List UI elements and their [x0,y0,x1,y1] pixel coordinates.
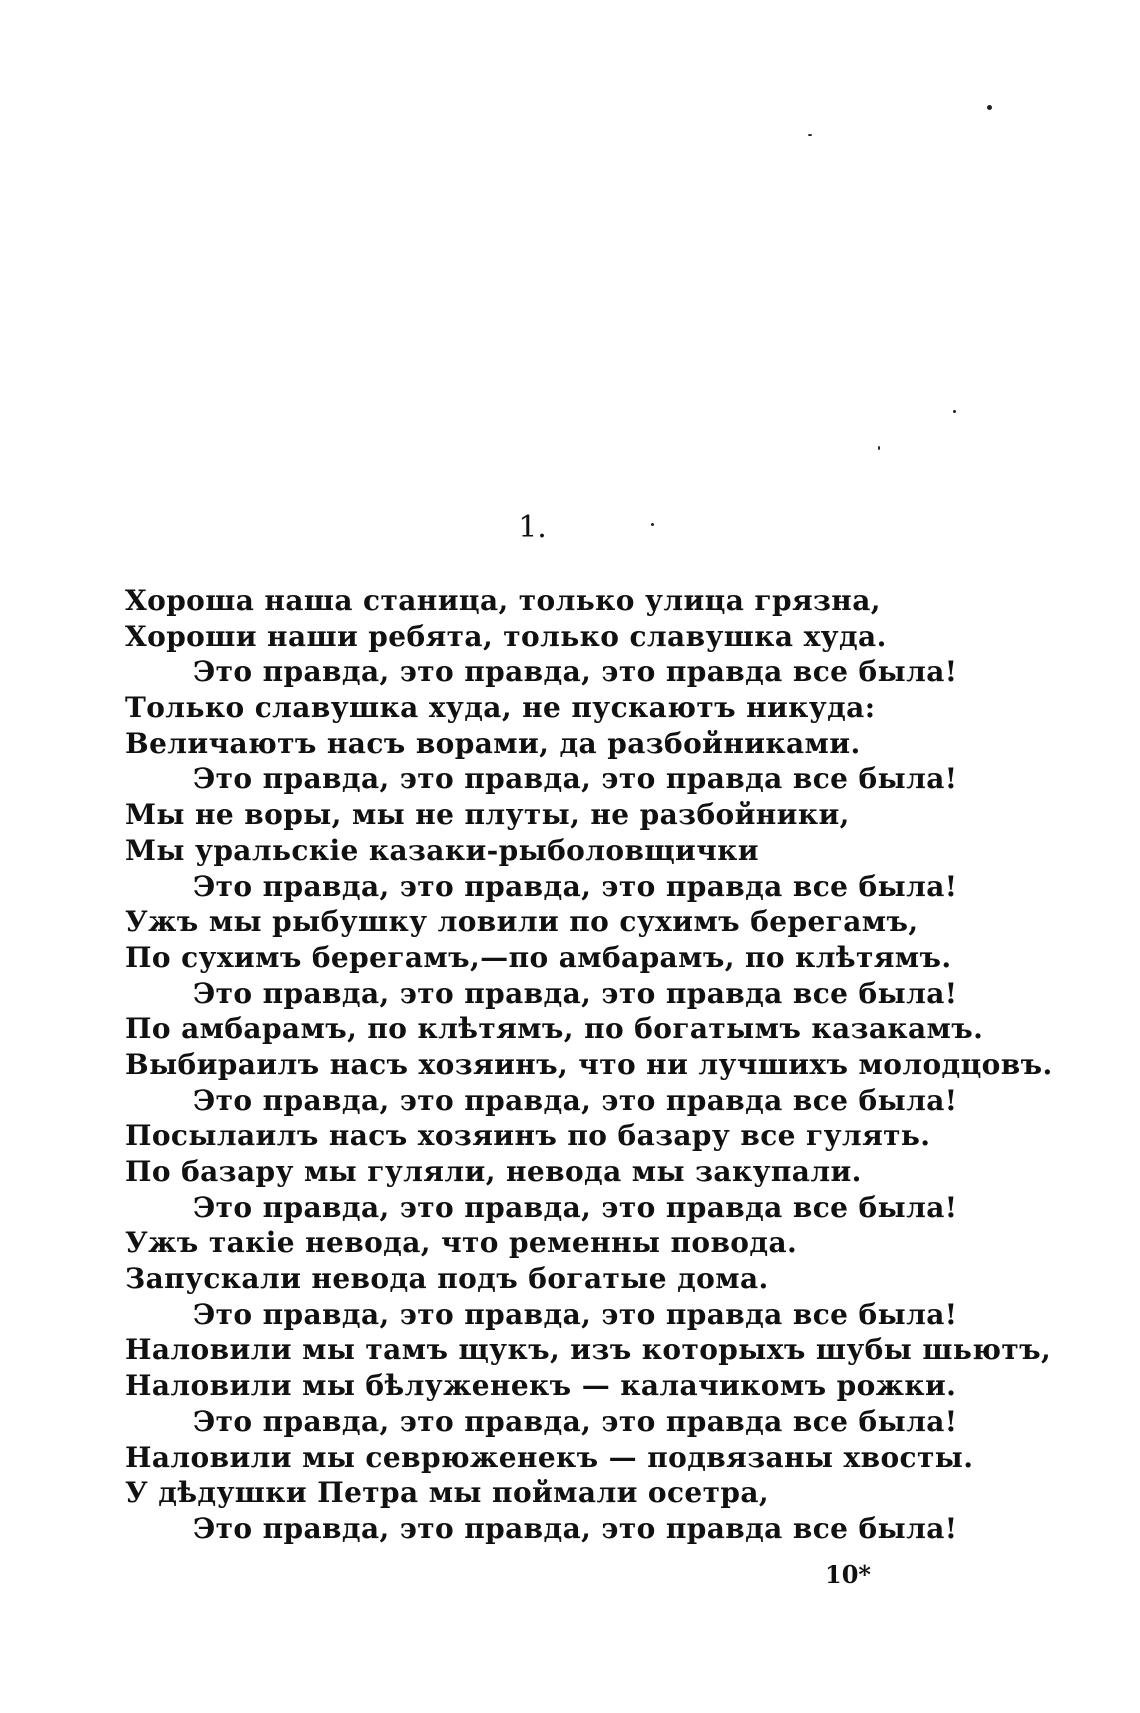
poem-line: Наловили мы бѣлуженекъ — калачикомъ рожки. [125,1369,957,1403]
scan-speck [987,105,992,110]
section-number: 1. [518,510,547,545]
poem-line: Ужъ мы рыбушку ловили по сухимъ берегамъ, [125,905,919,939]
poem-line: Посылаилъ насъ хозяинъ по базару все гулять. [125,1119,931,1153]
poem-line: Величаютъ насъ ворами, да разбойниками. [125,726,861,760]
poem-refrain-line: Это правда, это правда, это правда все была! [193,1404,958,1438]
poem-refrain-line: Это правда, это правда, это правда все была! [193,1297,958,1331]
page-number: 10* [825,1560,871,1589]
poem-line: Мы уральскіе казаки-рыболовщички [125,833,759,867]
poem-refrain-line: Это правда, это правда, это правда все была! [193,762,958,796]
poem-text [125,583,1053,1547]
poem-refrain-line: Это правда, это правда, это правда все была! [193,976,958,1010]
poem-refrain-line: Это правда, это правда, это правда все была! [193,655,958,689]
poem-line: Выбираилъ насъ хозяинъ, что ни лучшихъ молодцовъ. [125,1047,1053,1081]
poem-line: Мы не воры, мы не плуты, не разбойники, [125,798,850,832]
scan-speck [878,446,880,450]
poem-line: Наловили мы тамъ щукъ, изъ которыхъ шубы шьютъ, [125,1333,1052,1367]
poem-refrain-line: Это правда, это правда, это правда все была! [193,1190,958,1224]
poem-line: Хороша наша станица, только улица грязна, [125,584,881,617]
scan-speck [808,134,812,136]
poem-line: По базару мы гуляли, невода мы закупали. [125,1155,862,1188]
poem-line: Только славушка худа, не пускаютъ никуда: [125,691,876,725]
poem-line: По амбарамъ, по клѣтямъ, по богатымъ казакамъ. [125,1012,984,1046]
poem-line: Хороши наши ребята, только славушка худа. [125,619,887,653]
poem-line: У дѣдушки Петра мы поймали осетра, [125,1476,770,1510]
scan-speck [953,410,956,413]
poem-line: Наловили мы севрюженекъ — подвязаны хвосты. [125,1440,974,1474]
poem-line: Ужъ такіе невода, что ременны повода. [125,1226,798,1260]
poem-line: По сухимъ берегамъ,—по амбарамъ, по клѣтямъ. [125,940,952,974]
poem-refrain-line: Это правда, это правда, это правда все была! [193,1083,958,1117]
poem-refrain-line: Это правда, это правда, это правда все была! [193,1511,958,1545]
poem-refrain-line: Это правда, это правда, это правда все была! [193,869,958,903]
poem-line: Запускали невода подъ богатые дома. [125,1262,769,1296]
